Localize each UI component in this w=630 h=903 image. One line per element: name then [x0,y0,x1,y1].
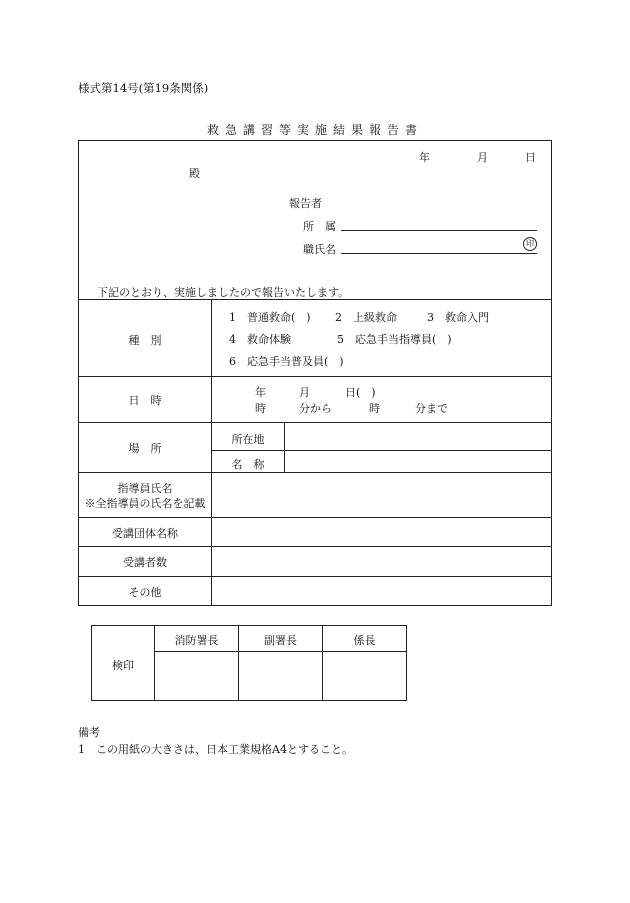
participant-count-label: 受講者数 [123,556,167,569]
divider [79,517,551,518]
approval-label: 検印 [112,659,134,672]
page-title: 救急講習等実施結果報告書 [206,123,423,137]
datetime-year: 年 [255,386,266,399]
datetime-minute-until: 分まで [415,402,448,415]
divider [79,546,551,547]
divider [211,450,551,451]
affiliation-label: 所 属 [303,220,336,233]
divider [79,576,551,577]
datetime-day: 日( ) [345,386,376,399]
datetime-hour-start: 時 [255,402,266,415]
category-option-5: 5 応急手当指導員( ) [337,333,452,346]
date-month-label: 月 [477,151,488,164]
instructor-note: ※全指導員の氏名を記載 [84,497,206,510]
place-name-label: 名 称 [231,458,265,471]
column-divider [211,299,212,605]
category-option-3: 3 救命入門 [427,311,489,324]
report-form [78,140,552,606]
addressee-suffix: 殿 [189,167,200,180]
place-label: 場 所 [128,442,162,455]
category-option-4: 4 救命体験 [229,333,291,346]
affiliation-underline [341,230,537,231]
divider [79,376,551,377]
place-divider [284,422,285,472]
approval-header-divider [154,651,406,652]
divider [79,422,551,423]
datetime-minute-from: 分から [299,402,332,415]
datetime-label: 日 時 [128,394,162,407]
other-label: その他 [128,586,162,599]
reporter-label: 報告者 [289,197,322,210]
date-year-label: 年 [419,151,430,164]
approval-box [91,625,407,701]
datetime-hour-end: 時 [369,402,380,415]
seal-icon: 印 [523,237,537,251]
divider [79,299,551,300]
report-statement: 下記のとおり、実施しましたので報告いたします。 [97,286,350,299]
category-option-1: 1 普通救命( ) [229,311,311,324]
date-day-label: 日 [525,151,536,164]
name-label: 職氏名 [303,243,336,256]
instructor-label: 指導員氏名 [117,482,173,495]
notes-item: 1 この用紙の大きさは、日本工業規格A4とすること。 [78,743,353,756]
datetime-month: 月 [299,386,310,399]
category-option-2: 2 上級救命 [335,311,397,324]
notes-title: 備考 [78,726,100,739]
divider [79,472,551,473]
name-underline [341,253,537,254]
approval-col-deputy: 副署長 [264,634,297,647]
approval-col-chief: 消防署長 [174,634,219,647]
category-option-6: 6 応急手当普及員( ) [229,355,344,368]
approval-col-section: 係長 [353,634,376,647]
group-label: 受講団体名称 [112,527,178,540]
form-number: 様式第14号(第19条関係) [78,81,209,95]
category-label: 種 別 [128,334,162,347]
place-address-label: 所在地 [231,433,265,446]
